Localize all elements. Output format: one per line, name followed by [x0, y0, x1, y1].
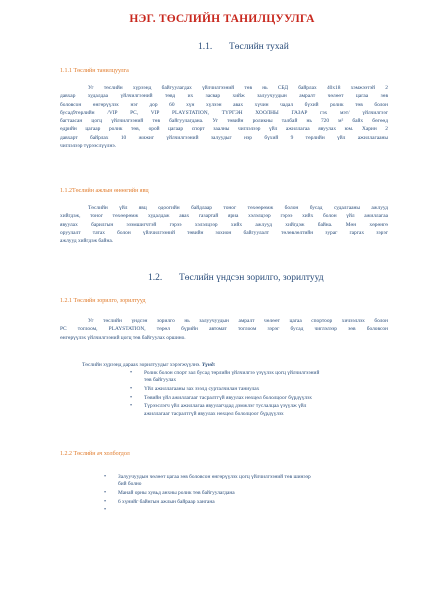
list-item-text: Ролик болон спорт зал бусад төрлийн үйлчилгээ үзүүлэх цогц үйлчилгээний — [144, 370, 320, 376]
bullet-dot-icon: • — [104, 489, 107, 496]
bullet-dot-icon: • — [104, 474, 107, 480]
list-item — [130, 403, 380, 417]
bullet-dot-icon: • — [130, 394, 133, 401]
list-item-text: ажиллагааг тасралтгүй явуулах нөхцөл бололцоог бүрдүүлэх — [144, 410, 284, 417]
list-item — [104, 490, 390, 497]
paragraph-line: боловсон өнгөрүүлэх нэг дор 60 хүн хүлээн авах хүчин чадал бүхий ролик төв болон — [60, 101, 388, 108]
list-item — [130, 386, 380, 393]
list-item — [104, 499, 390, 506]
paragraph-line: явуулах барилгын эзэмшигчтэй гэрээ хэлэлцээр хийх ажлууд хийгдэж байна. Мөн хөрөнгө — [60, 221, 388, 228]
paragraph-line: оруулалт татах болон үйлчилгээний төвийн зохион байгуулалт төлөвлөлтийн зураг гаргах зэрэг — [60, 229, 388, 236]
paragraph-line: давхар худалдаа үйлчилгээний төвд их засвар хийж залуучуудын амралт чөлөөт цагаа зөв — [60, 93, 388, 100]
paragraph-objectives-intro — [82, 361, 392, 369]
list-item-text: Түрээслэгч үйл ажиллагаа явуулагчдад дэмжлэг туслалцаа үзүүлж үйл — [144, 403, 307, 410]
paragraph-line: чиглэлээр түрээслүүлнэ. — [60, 143, 117, 150]
section-number: 1.1. — [198, 42, 213, 52]
list-item-text — [118, 507, 390, 514]
list-item — [104, 474, 390, 488]
list-item-text: Төвийн үйл ажиллагааг тасралтгүй явуулах нөхцөл бололцоог бүрдүүлэх — [144, 394, 312, 401]
page-title: НЭГ. ТӨСЛИЙН ТАНИЛЦУУЛГА — [129, 13, 315, 25]
paragraph-line: ажлууд хийгдэж байна. — [60, 238, 114, 245]
subsection-heading-1-2-2: 1.2.2 Төслийн ач холбогдол — [60, 451, 130, 457]
paragraph-goal — [60, 317, 388, 342]
paragraph-line: PC тоглоом, PLAYSTATION, төрөл бүрийн автомат тоглоом зэрэг бусад чиглэлээр зөв боловсон — [60, 326, 388, 333]
list-item-text: төв байгуулах — [144, 377, 177, 384]
objectives-intro-bold: Үүнд: — [201, 362, 216, 368]
list-item — [104, 507, 390, 514]
paragraph-line: давхарт байрлах 10 жижиг үйлчилгээний залуудыг нэр бүхий 9 төрлийн үйл ажиллагааны — [60, 134, 388, 141]
paragraph-intro — [60, 84, 388, 150]
list-item-text: 6 хүнийг байнгын ажлын байраар хангана — [118, 498, 215, 505]
subsection-heading-1-1-2: 1.1.2Төслийн ажлын өнөөгийн явц — [60, 188, 149, 194]
paragraph-line: өдрийн цагаар ролик төв, орой цагаар спорт заалны чиглэлээр үйл ажиллагаа явуулах юм. Харин 2 — [60, 126, 388, 133]
list-item — [130, 370, 380, 384]
paragraph-line: Уг төслийн үндсэн зорилго нь залуучуудын амралт чөлөөт цагаа спортоор хичээллэх болон — [88, 318, 388, 324]
list-item-text: бий болно — [118, 481, 142, 488]
bullet-dot-icon: • — [104, 498, 107, 505]
paragraph-line: хийгдэж, тоног төхөөрөмж худалдаж авах газартай яриа хэлэлцээр гэрээ хийх болон үйл ажиллагаа — [60, 213, 388, 220]
paragraph-line: Уг төслийн хүрээнд байгуулагдах үйлчилгээний төв нь СБД байрлах 40х18 хэмжээтэй 2 — [88, 85, 388, 91]
list-item-text: Манай орны хувьд анхны ролик төв байгуулагдана — [118, 489, 235, 496]
section-title: Төслийн үндсэн зорилго, зорилтууд — [179, 273, 324, 283]
subsection-heading-1-1-1: 1.1.1 Төслийн танилцуулга — [60, 68, 129, 74]
paragraph-progress — [60, 204, 388, 245]
section-heading-1-2 — [148, 273, 324, 283]
bullet-dot-icon: • — [104, 507, 107, 514]
bullet-dot-icon: • — [130, 403, 133, 410]
objectives-list — [130, 370, 380, 419]
subsection-heading-1-2-1: 1.2.1 Төслийн зорилго, зорилтууд — [60, 298, 146, 304]
list-item-text: Залуучуудын чөлөөт цагаа зөв боловсон өнгөрүүлэх цогц үйлчилгээний төв шинээр — [118, 474, 311, 480]
paragraph-line: Төслийн үйл явц одоогийн байдлаар тоног төхөөрөмж болон бусад судалгааны ажлууд — [88, 205, 388, 211]
paragraph-line: өнгөрүүлэх үйлчилгээний цогц төв байгуулах оршино. — [60, 334, 186, 341]
paragraph-line: бусад9төрлийн /VIP PC, VIP PLAYSTATION, ТҮРГЭН ХООЛНЫ ГАЗАР гэх мэт/ үйлчилгээг — [60, 109, 388, 116]
list-item — [130, 395, 380, 402]
section-number: 1.2. — [148, 273, 163, 283]
bullet-dot-icon: • — [130, 370, 133, 376]
list-item-text: Үйл ажиллагааны зах зээлд сурталчилан таниулах — [144, 385, 260, 392]
objectives-intro-text: Төслийн хүрээнд дараах зорилтуудыг хэрэгжүүлнэ. — [82, 362, 201, 368]
paragraph-line: багтаасан цогц үйлчилгээний төв байгуулагдана. Уг төвийн роликны талбай нь 720 м² байх бөгөөд — [60, 118, 388, 125]
section-heading-1-1 — [198, 42, 289, 52]
significance-list — [104, 474, 390, 516]
section-title: Төслийн тухай — [229, 42, 289, 52]
bullet-dot-icon: • — [130, 385, 133, 392]
